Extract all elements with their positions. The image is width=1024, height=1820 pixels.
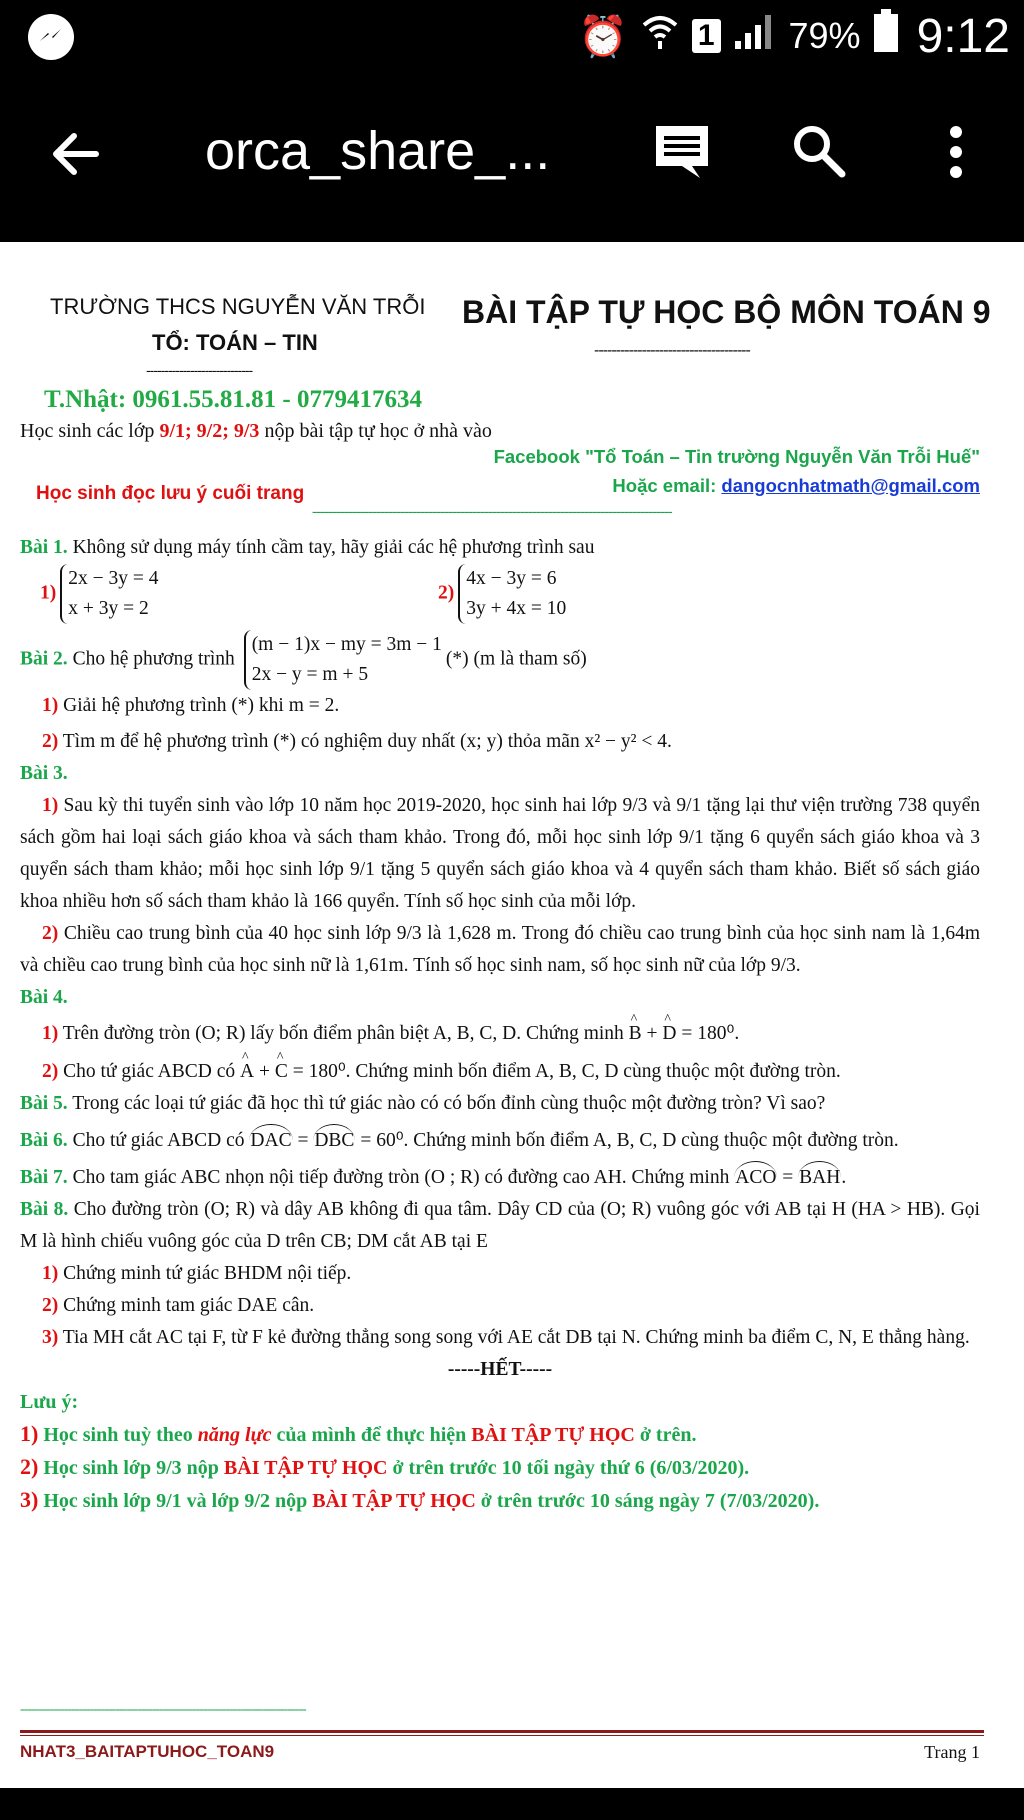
school-name: TRƯỜNG THCS NGUYỄN VĂN TRỖI [50,294,426,319]
note-3: 3) Học sinh lớp 9/1 và lớp 9/2 nộp BÀI TẬP TỰ HỌC ở trên trước 10 sáng ngày 7 (7/03/2020). [20,1487,820,1512]
bai-7: Bài 7. Cho tam giác ABC nhọn nội tiếp đường tròn (O ; R) có đường cao AH. Chứng minh ACO = BAH. [20,1161,980,1194]
title-divider: ------------------------------------ [594,342,750,359]
email-link[interactable]: dangocnhatmath@gmail.com [721,475,980,496]
page-number: Trang 1 [924,1742,980,1762]
footer-rule-thin [20,1735,984,1736]
bai-1: Bài 1. Không sử dụng máy tính cầm tay, hãy giải các hệ phương trình sau [20,537,595,558]
footer-rule [20,1730,984,1733]
note-warning: Học sinh đọc lưu ý cuối trang [36,483,305,504]
more-options-icon[interactable] [944,122,968,187]
document-title: orca_share_... [205,121,551,181]
battery-icon [873,9,899,63]
note-1: 1) Học sinh tuỳ theo năng lực của mình để thực hiện BÀI TẬP TỰ HỌC ở trên. [20,1421,697,1446]
green-divider-bottom: ------------------------------------------------------------------------------ [20,1702,306,1717]
messenger-icon [28,14,74,60]
search-icon[interactable] [790,122,848,185]
comment-icon[interactable] [652,122,712,187]
document-page[interactable] [0,242,1024,1788]
divider: ----------------------------- [146,362,253,378]
notes-label: Lưu ý: [20,1391,79,1413]
sim-icon: 1 [692,19,721,53]
email-info: Hoặc email: dangocnhatmath@gmail.com [612,475,980,496]
clock: 9:12 [916,9,1010,63]
alarm-icon: ⏰ [578,14,628,59]
department: TỔ: TOÁN – TIN [152,330,318,355]
bai-6: Bài 6. Cho tứ giác ABCD có DAC = DBC = 60⁰. Chứng minh bốn điểm A, B, C, D cùng thuộc một đường tròn. [20,1124,980,1157]
wifi-icon [640,11,680,61]
bai-8: Bài 8. Cho đường tròn (O; R) và dây AB không đi qua tâm. Dây CD của (O; R) vuông góc với AB tại H (HA > HB). Gọi M là hình chiếu vuông góc của D trên CB; DM cắt AB tại E [20,1199,980,1252]
footer-filename: NHAT3_BAITAPTUHOC_TOAN9 [20,1742,275,1761]
end-marker: -----HẾT----- [447,1359,553,1380]
signal-icon [733,11,777,61]
bai-2: Bài 2. Cho hệ phương trình (m − 1)x − my = 3m − 1 2x − y = m + 5(*) (m là tham số) [20,630,980,690]
exercise-body: Bài 1. Không sử dụng máy tính cầm tay, hãy giải các hệ phương trình sau 1)2x − 3y = 4 x + 3y = 2 2)4x − 3y = 6 3y + 4x = 10 Bài 2. Cho hệ phương trình (m − 1)x − my = 3m − 1 2x − y = m + 5(*) (m là tham số) 1) Giải hệ phương trình (*) khi m = 2. 2) Tìm m để hệ phương trình (*) có nghiệm duy nhất (x; y) thỏa mãn x² − y² < 4. Bài 3. 1) Sau kỳ thi tuyển sinh vào lớp 10 năm học 2019-2020, học sinh hai lớp 9/3 và 9/1 tặng lại thư viện trường 738 quyển sách gồm hai loại sách giáo khoa và sách tham khảo. Trong đó, mỗi học sinh lớp 9/1 tặng 6 quyển sách giáo khoa và 3 quyển sách tham khảo; mỗi học sinh lớp 9/1 tặng 5 quyển sách giáo khoa và 4 quyển sách tham khảo. Biết số sách giáo khoa nhiều hơn số sách tham khảo là 166 quyển. Tính số học sinh của mỗi lớp. 2) Chiều cao trung bình của 40 học sinh lớp 9/3 là 1,628 m. Trong đó chiều cao trung bình của học sinh nam là 1,64m và chiều cao trung bình của học sinh nữ là 1,61m. Tính số học sinh nam, số học sinh nữ của lớp 9/3. Bài 4. 1) Trên đường tròn (O; R) lấy bốn điểm phân biệt A, B, C, D. Chứng minh ^ B + ^ D = 180⁰. 2) Cho tứ giác ABCD có ^ A + ^ C = 180⁰. Chứng minh bốn điểm A, B, C, D cùng thuộc một đường tròn. Bài 5. Trong các loại tứ giác đã học thì tứ giác nào có có bốn đỉnh cùng thuộc một đường tròn? Vì sao? Bài 6. Cho tứ giác ABCD có DAC = DBC = 60⁰. Chứng minh bốn điểm A, B, C, D cùng thuộc một đường tròn. Bài 7. Cho tam giác ABC nhọn nội tiếp đường tròn (O ; R) có đường cao AH. Chứng minh ACO = BAH. Bài 8. Cho đường tròn (O; R) và dây AB không đi qua tâm. Dây CD của (O; R) vuông góc với AB tại H (HA > HB). Gọi M là hình chiếu vuông góc của D trên CB; DM cắt AB tại E 1) Chứng minh tứ giác BHDM nội tiếp. 2) Chứng minh tam giác DAE cân. 3) Tia MH cắt AC tại F, từ F kẻ đường thẳng song song với AE cắt DB tại N. Chứng minh ba điểm C, N, E thẳng hàng. -----HẾT----- Lưu ý: 1) Học sinh tuỳ theo năng lực của mình để thực hiện BÀI TẬP TỰ HỌC ở trên. 2) Học sinh lớp 9/3 nộp BÀI TẬP TỰ HỌC ở trên trước 10 tối ngày thứ 6 (6/03/2020). 3) Học sinh lớp 9/1 và lớp 9/2 nộp BÀI TẬP TỰ HỌC ở trên trước 10 sáng ngày 7 (7/03/2020). [20,532,980,1517]
bai-5: Bài 5. Trong các loại tứ giác đã học thì tứ giác nào có có bốn đỉnh cùng thuộc một đường tròn? Vì sao? [20,1093,826,1114]
status-bar [0,0,1024,72]
main-title: BÀI TẬP TỰ HỌC BỘ MÔN TOÁN 9 [462,294,991,330]
battery-percent: 79% [788,15,861,56]
teacher-phone: T.Nhật: 0961.55.81.81 - 0779417634 [44,386,423,413]
bai-1-systems: 1)2x − 3y = 4 x + 3y = 2 2)4x − 3y = 6 3y + 4x = 10 [20,564,980,628]
bai-3: Bài 3. [20,763,68,784]
app-bar [0,72,1024,242]
bai-4: Bài 4. [20,987,68,1008]
back-arrow-icon[interactable] [48,126,104,187]
green-divider: ------------------------------------------------------------------------------------------ [312,504,672,520]
note-2: 2) Học sinh lớp 9/3 nộp BÀI TẬP TỰ HỌC ở trên trước 10 tối ngày thứ 6 (6/03/2020). [20,1454,750,1479]
facebook-info: Facebook "Tổ Toán – Tin trường Nguyễn Văn Trỗi Huế" [493,446,980,467]
bottom-bar [0,1788,1024,1820]
submit-info: Học sinh các lớp 9/1; 9/2; 9/3 nộp bài tập tự học ở nhà vào [20,420,492,442]
